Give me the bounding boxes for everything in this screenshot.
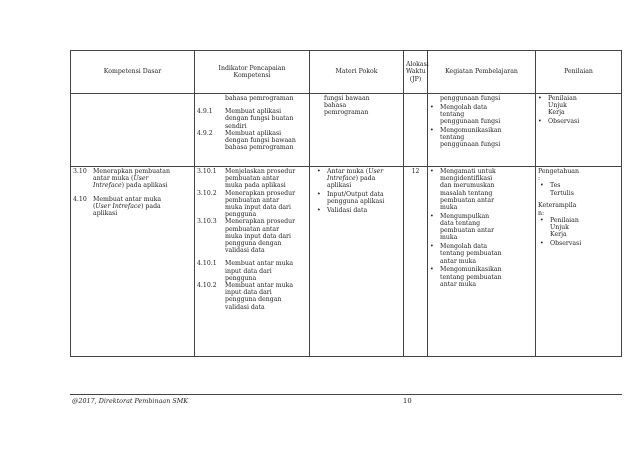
header-kompetensi-dasar: Kompetensi Dasar — [71, 51, 195, 94]
cell-kompetensi-dasar — [71, 94, 195, 167]
footer-copyright: @2017, Direktorat Pembinaan SMK — [72, 397, 189, 405]
header-materi-pokok: Materi Pokok — [310, 51, 404, 94]
penilaian-keterampilan-label: Keterampila — [538, 202, 577, 210]
list-item: • Validasi data — [324, 207, 401, 214]
indikator-item: 3.10.2 Menerapkan prosedur pembuatan antar muka input data dari pengguna — [197, 189, 296, 219]
table-row — [71, 167, 622, 357]
page-number: 10 — [403, 397, 412, 405]
header-alokasi-waktu: Alokasi Waktu (JP) — [404, 51, 428, 94]
list-item: • Antar muka (User Intreface) pada aplikasi — [324, 168, 401, 190]
cell-alokasi-waktu: 12 — [404, 167, 428, 357]
cell-indikator — [195, 167, 310, 357]
table-header-row — [71, 51, 622, 94]
list-item: • Observasi — [547, 240, 619, 247]
cell-materi-pokok — [310, 167, 404, 357]
list-item: • Mengumpulkan data tentang pembuatan antar muka — [437, 213, 533, 242]
kompetensi-item: 3.10 Menerapkan pembuatan antar muka (User Intreface) pada aplikasi — [73, 168, 170, 190]
list-item: • Mengolah data tentang penggunaan fungsi — [437, 104, 533, 126]
cell-indikator: bahasa pemrograman 4.9.1 Membuat aplikasi dengan fungsi buatan sendiri 4.9.2 Membuat aplikasi dengan fungsi bawaan bahasa pemrograman — [195, 94, 310, 167]
indikator-item: 3.10.3 Menerapkan prosedur pembuatan antar muka input data dari pengguna dengan validasi data — [197, 218, 296, 255]
penilaian-pengetahuan-label: Pengetahuan — [538, 168, 579, 175]
list-item: • Observasi — [545, 118, 619, 125]
kompetensi-item: 4.10 Membuat antar muka (User Intreface) pada aplikasi — [73, 195, 162, 218]
list-item: • Input/Output data pengguna aplikasi — [324, 191, 401, 205]
list-item: • Tes Tertulis — [547, 182, 619, 196]
header-indikator: Indikator Pencapaian Kompetensi — [195, 51, 310, 94]
cell-penilaian — [536, 94, 622, 167]
list-item: • Mengamati untuk mengidentifikasi dan merumuskan masalah tentang pembuatan antar muka — [437, 168, 533, 211]
indikator-item: 4.10.2 Membuat antar muka input data dari pengguna dengan validasi data — [197, 282, 294, 311]
table-row — [71, 94, 622, 167]
footer-divider — [70, 394, 622, 395]
cell-kegiatan-pembelajaran — [428, 167, 536, 357]
list-item: • Mengomunikasikan tentang penggunaan fungsi — [437, 127, 533, 149]
list-item: • Mengolah data tentang pembuatan antar muka — [437, 243, 533, 265]
syllabus-table — [70, 50, 622, 357]
cell-alokasi-waktu — [404, 94, 428, 167]
cell-penilaian: Pengetahuan : • Tes Tertulis Keterampila n: • Penilaian Unjuk Kerja • Observasi — [536, 167, 622, 357]
indikator-item: 4.9.1 Membuat aplikasi dengan fungsi buatan sendiri — [197, 108, 294, 130]
header-kegiatan-pembelajaran: Kegiatan Pembelajaran — [428, 51, 536, 94]
list-item: • Penilaian Unjuk Kerja — [545, 95, 619, 117]
cell-kegiatan-pembelajaran: penggunaan fungsi • Mengolah data tentang penggunaan fungsi • Mengomunikasikan tentang penggunaan fungsi — [428, 94, 536, 167]
header-penilaian: Penilaian — [536, 51, 622, 94]
list-item: • Mengomunikasikan tentang pembuatan antar muka — [437, 266, 533, 288]
list-item: • Penilaian Unjuk Kerja — [547, 217, 619, 239]
indikator-item: 4.10.1 Membuat antar muka input data dari pengguna — [197, 260, 294, 282]
indikator-item: 4.9.2 Membuat aplikasi dengan fungsi bawaan bahasa pemrograman — [197, 129, 296, 152]
cell-kompetensi-dasar — [71, 167, 195, 357]
indikator-item: 3.10.1 Menjelaskan prosedur pembuatan antar muka pada aplikasi — [197, 168, 296, 190]
cell-materi-pokok: fungsi bawaan bahasa pemrograman — [310, 94, 404, 167]
